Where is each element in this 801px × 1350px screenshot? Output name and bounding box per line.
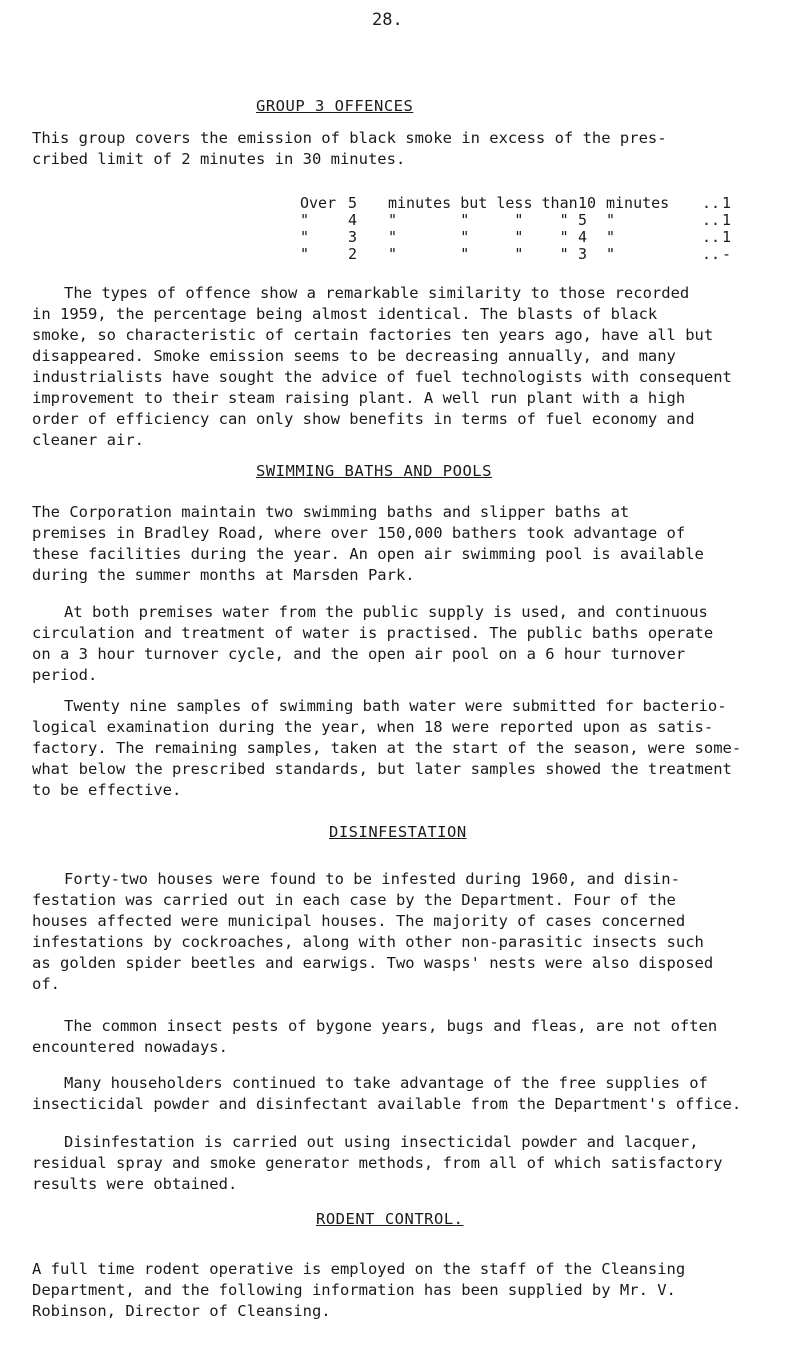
table-cell: "	[300, 245, 310, 263]
disinfestation-para-1	[32, 869, 772, 995]
text-line: of.	[32, 975, 60, 993]
table-cell: -	[722, 245, 732, 263]
text-line: Many householders continued to take advantage of the free supplies of	[64, 1074, 708, 1092]
text-line: The Corporation maintain two swimming baths and slipper baths at	[32, 503, 630, 521]
text-line: houses affected were municipal houses. The majority of cases concerned	[32, 912, 686, 930]
text-line: At both premises water from the public supply is used, and continuous	[64, 603, 708, 621]
table-cell: 5	[348, 194, 358, 212]
text-line: improvement to their steam raising plant. A well run plant with a high	[32, 389, 686, 407]
text-line: Department, and the following information has been supplied by Mr. V.	[32, 1281, 676, 1299]
text-line: disappeared. Smoke emission seems to be decreasing annually, and many	[32, 347, 676, 365]
text-line: A full time rodent operative is employed on the staff of the Cleansing	[32, 1260, 686, 1278]
table-cell: "	[606, 228, 616, 246]
text-line: The common insect pests of bygone years, bugs and fleas, are not often	[64, 1017, 718, 1035]
disinfestation-para-2	[32, 1016, 772, 1058]
group3-intro	[32, 128, 772, 170]
table-cell: 2	[348, 245, 358, 263]
text-line: Disinfestation is carried out using insecticidal powder and lacquer,	[64, 1133, 699, 1151]
table-cell: ..	[702, 228, 721, 246]
text-line: infestations by cockroaches, along with other non-parasitic insects such	[32, 933, 704, 951]
rodent-para-1	[32, 1259, 772, 1322]
table-cell: ..	[702, 211, 721, 229]
text-line: order of efficiency can only show benefits in terms of fuel economy and	[32, 410, 695, 428]
text-line: cleaner air.	[32, 431, 144, 449]
text-line: festation was carried out in each case by the Department. Four of the	[32, 891, 676, 909]
text-line: in 1959, the percentage being almost identical. The blasts of black	[32, 305, 658, 323]
text-line: Twenty nine samples of swimming bath water were submitted for bacterio-	[64, 697, 727, 715]
table-cell: "	[300, 228, 310, 246]
rodent-control-heading: RODENT CONTROL.	[316, 1210, 464, 1228]
table-row	[300, 195, 742, 212]
table-cell: 4	[578, 228, 588, 246]
swimming-para-2	[32, 602, 772, 686]
table-cell: 10	[578, 194, 597, 212]
text-line: insecticidal powder and disinfectant available from the Department's office.	[32, 1095, 742, 1113]
table-cell: 4	[348, 211, 358, 229]
table-cell: 5	[578, 211, 588, 229]
text-line: as golden spider beetles and earwigs. Two wasps' nests were also disposed	[32, 954, 714, 972]
text-line: factory. The remaining samples, taken at the start of the season, were some-	[32, 739, 742, 757]
table-cell: 3	[578, 245, 588, 263]
disinfestation-heading: DISINFESTATION	[329, 823, 467, 841]
group3-body	[32, 283, 772, 451]
text-line: results were obtained.	[32, 1175, 238, 1193]
table-cell: " " " "	[388, 245, 569, 263]
text-line: Forty-two houses were found to be infested during 1960, and disin-	[64, 870, 680, 888]
table-cell: "	[606, 211, 616, 229]
table-cell: "	[606, 245, 616, 263]
disinfestation-para-3	[32, 1073, 772, 1115]
text-line: circulation and treatment of water is practised. The public baths operate	[32, 624, 714, 642]
text-line: these facilities during the year. An open air swimming pool is available	[32, 545, 704, 563]
text-line: period.	[32, 666, 98, 684]
text-line: residual spray and smoke generator methods, from all of which satisfactory	[32, 1154, 723, 1172]
table-row	[300, 229, 742, 246]
text-line: cribed limit of 2 minutes in 30 minutes.	[32, 150, 406, 168]
table-cell: Over	[300, 194, 337, 212]
text-line: to be effective.	[32, 781, 182, 799]
text-line: logical examination during the year, when 18 were reported upon as satis-	[32, 718, 714, 736]
table-cell: 3	[348, 228, 358, 246]
text-line: what below the prescribed standards, but later samples showed the treatment	[32, 760, 732, 778]
table-cell: " " " "	[388, 228, 569, 246]
swimming-para-1	[32, 502, 772, 586]
table-cell: minutes but less than	[388, 194, 578, 212]
offence-duration-table	[300, 195, 742, 263]
table-cell: minutes	[606, 194, 670, 212]
text-line: industrialists have sought the advice of fuel technologists with consequent	[32, 368, 732, 386]
table-cell: 1	[722, 228, 732, 246]
text-line: Robinson, Director of Cleansing.	[32, 1302, 331, 1320]
text-line: during the summer months at Marsden Park.	[32, 566, 415, 584]
page-number: 28.	[372, 10, 403, 30]
text-line: premises in Bradley Road, where over 150,000 bathers took advantage of	[32, 524, 686, 542]
text-line: encountered nowadays.	[32, 1038, 228, 1056]
table-cell: 1	[722, 211, 732, 229]
table-cell: ..	[702, 245, 721, 263]
group3-heading: GROUP 3 OFFENCES	[256, 97, 414, 115]
disinfestation-para-4	[32, 1132, 772, 1195]
table-cell: " " " "	[388, 211, 569, 229]
text-line: smoke, so characteristic of certain factories ten years ago, have all but	[32, 326, 714, 344]
table-row	[300, 212, 742, 229]
table-cell: 1	[722, 194, 732, 212]
text-line: This group covers the emission of black smoke in excess of the pres-	[32, 129, 667, 147]
table-row	[300, 246, 742, 263]
swimming-heading: SWIMMING BATHS AND POOLS	[256, 462, 492, 480]
table-cell: ..	[702, 194, 721, 212]
text-line: on a 3 hour turnover cycle, and the open air pool on a 6 hour turnover	[32, 645, 686, 663]
text-line: The types of offence show a remarkable similarity to those recorded	[64, 284, 690, 302]
swimming-para-3	[32, 696, 772, 801]
table-cell: "	[300, 211, 310, 229]
